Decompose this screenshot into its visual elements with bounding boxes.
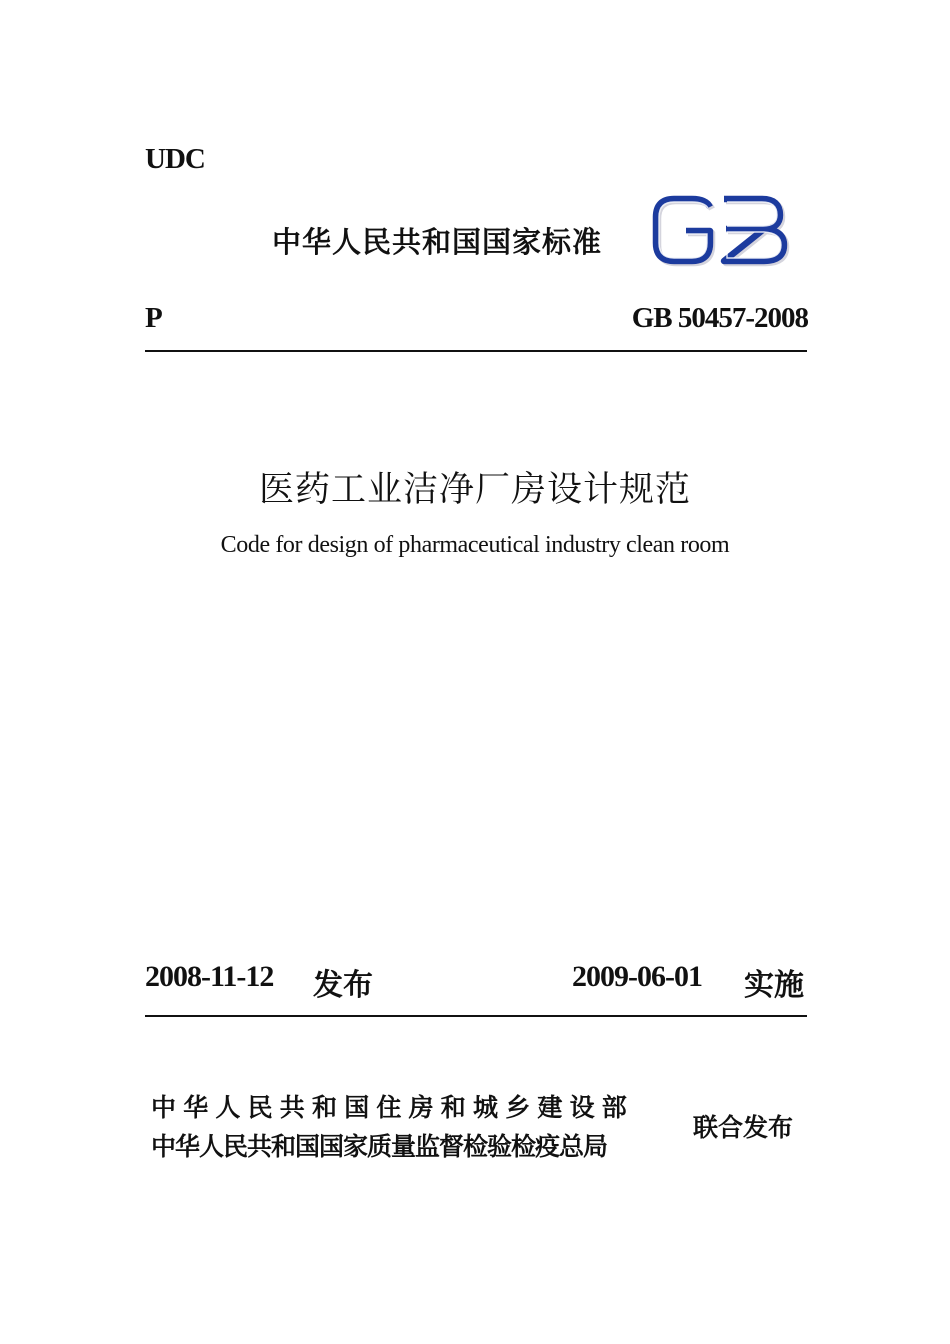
udc-label: UDC: [145, 143, 205, 175]
title-english: Code for design of pharmaceutical industry clean room: [220, 532, 730, 558]
national-standard-heading: 中华人民共和国国家标准: [272, 225, 603, 259]
joint-issue-label: 联合发布: [693, 1113, 794, 1142]
standard-number: GB 50457-2008: [631, 302, 808, 334]
title-chinese: 医药工业洁净厂房设计规范: [258, 470, 691, 509]
issuer-aqsiq: 中华人民共和国国家质量监督检验检疫总局: [151, 1132, 608, 1161]
classification-code: P: [145, 302, 163, 334]
implementation-label: 实施: [744, 969, 804, 1002]
issuer-ministry-housing: 中华人民共和国住房和城乡建设部: [151, 1093, 635, 1122]
gb-logo-icon: [648, 193, 790, 267]
issue-label: 发布: [313, 969, 373, 1002]
implementation-date: 2009-06-01: [572, 960, 702, 993]
bottom-divider: [145, 1015, 807, 1017]
issue-date: 2008-11-12: [145, 960, 274, 993]
top-divider: [145, 350, 807, 352]
